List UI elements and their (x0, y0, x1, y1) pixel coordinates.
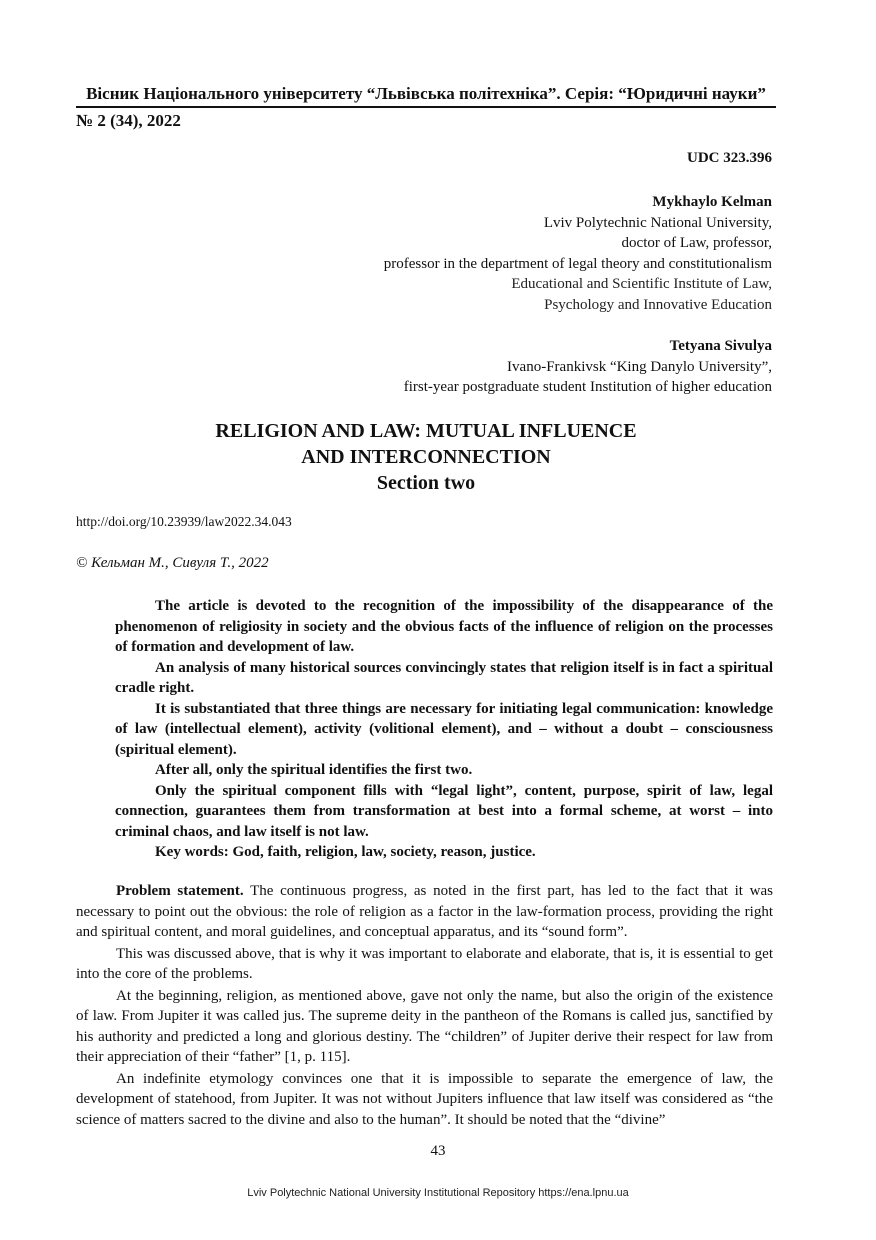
issue-number: № 2 (34), 2022 (76, 111, 181, 130)
journal-title: Вісник Національного університету “Львівська політехніка”. Серія: “Юридичні науки” (86, 84, 766, 103)
body-paragraph: This was discussed above, that is why it was important to elaborate and elaborate, that is, it is essential to get into the core of the problems. (76, 945, 773, 982)
title-line: AND INTERCONNECTION (301, 446, 551, 468)
author-block-sivulya (404, 336, 772, 398)
abstract-paragraph: It is substantiated that three things are necessary for initiating legal communication: knowledge of law (intellectual element), activity (volitional element), and – without a doubt – consciousness (spiritual element). (115, 700, 773, 758)
author-block-kelman (384, 192, 772, 315)
header-rule (76, 106, 776, 108)
author-affiliation: Lviv Polytechnic National University, (543, 214, 772, 231)
doi-link[interactable]: http://doi.org/10.23939/law2022.34.043 (76, 514, 292, 529)
author-name: Mykhaylo Kelman (652, 194, 772, 210)
section-subtitle: Section two (376, 472, 476, 494)
author-institute-cont: Psychology and Innovative Education (544, 296, 772, 313)
author-affiliation: Ivano-Frankivsk “King Danylo University”, (507, 358, 772, 375)
abstract-paragraph: The article is devoted to the recognition of the impossibility of the disappearance of the phenomenon of religiosity in society and the obvious facts of the influence of religion on the processes of formation and development of law. (115, 598, 773, 655)
keywords: Key words: God, faith, religion, law, society, reason, justice. (155, 844, 536, 860)
repository-footer: Lviv Polytechnic National University Institutional Repository https://ena.lpnu.ua (247, 1187, 629, 1199)
page-number: 43 (430, 1143, 446, 1159)
article-title (76, 418, 776, 496)
title-line: RELIGION AND LAW: MUTUAL INFLUENCE (215, 420, 637, 442)
problem-statement-label: Problem statement. (116, 883, 244, 899)
body-paragraph: At the beginning, religion, as mentioned above, gave not only the name, but also the origin of the existence of law. From Jupiter it was called jus. The supreme deity in the pantheon of the Romans is called jus, sanctified by his authority and predicted a long and glorious destiny. The “children” of Jupiter derive their respect for law from their appreciation of their “father” [1, p. 115]. (76, 987, 773, 1065)
udc-code: UDC 323.396 (687, 150, 772, 166)
abstract-paragraph: An analysis of many historical sources convincingly states that religion itself is in fact a spiritual cradle right. (115, 659, 773, 696)
author-degree: doctor of Law, professor, (621, 235, 772, 251)
body-paragraph: An indefinite etymology convinces one that it is impossible to separate the emergence of law, the development of statehood, from Jupiter. It was not without Jupiters influence that law itself was considered as “the science of matters sacred to the divine and also to the human”. It should be noted that the “divine” (76, 1070, 773, 1128)
author-position: first-year postgraduate student Institution of higher education (403, 379, 772, 395)
problem-statement-text: The continuous progress, as noted in the first part, has led to the fact that it was necessary to point out the obvious: the role of religion as a factor in the law-formation process, providing the right and spiritual content, and moral guidelines, and conceptual apparatus, and its “sound form”. (76, 883, 773, 940)
body-paragraph (76, 881, 773, 943)
abstract (115, 596, 773, 863)
article-body (76, 881, 773, 1131)
author-name: Tetyana Sivulya (669, 338, 772, 354)
author-position: professor in the department of legal theory and constitutionalism (383, 255, 772, 272)
author-institute: Educational and Scientific Institute of Law, (511, 276, 772, 292)
abstract-paragraph: Only the spiritual component fills with “legal light”, content, purpose, spirit of law, legal connection, guarantees them from transformation at best into a formal scheme, at worst – into criminal chaos, and law itself is not law. (115, 782, 773, 840)
abstract-paragraph: After all, only the spiritual identifies the first two. (155, 762, 473, 778)
copyright-line: © Кельман М., Сивуля Т., 2022 (76, 555, 269, 571)
